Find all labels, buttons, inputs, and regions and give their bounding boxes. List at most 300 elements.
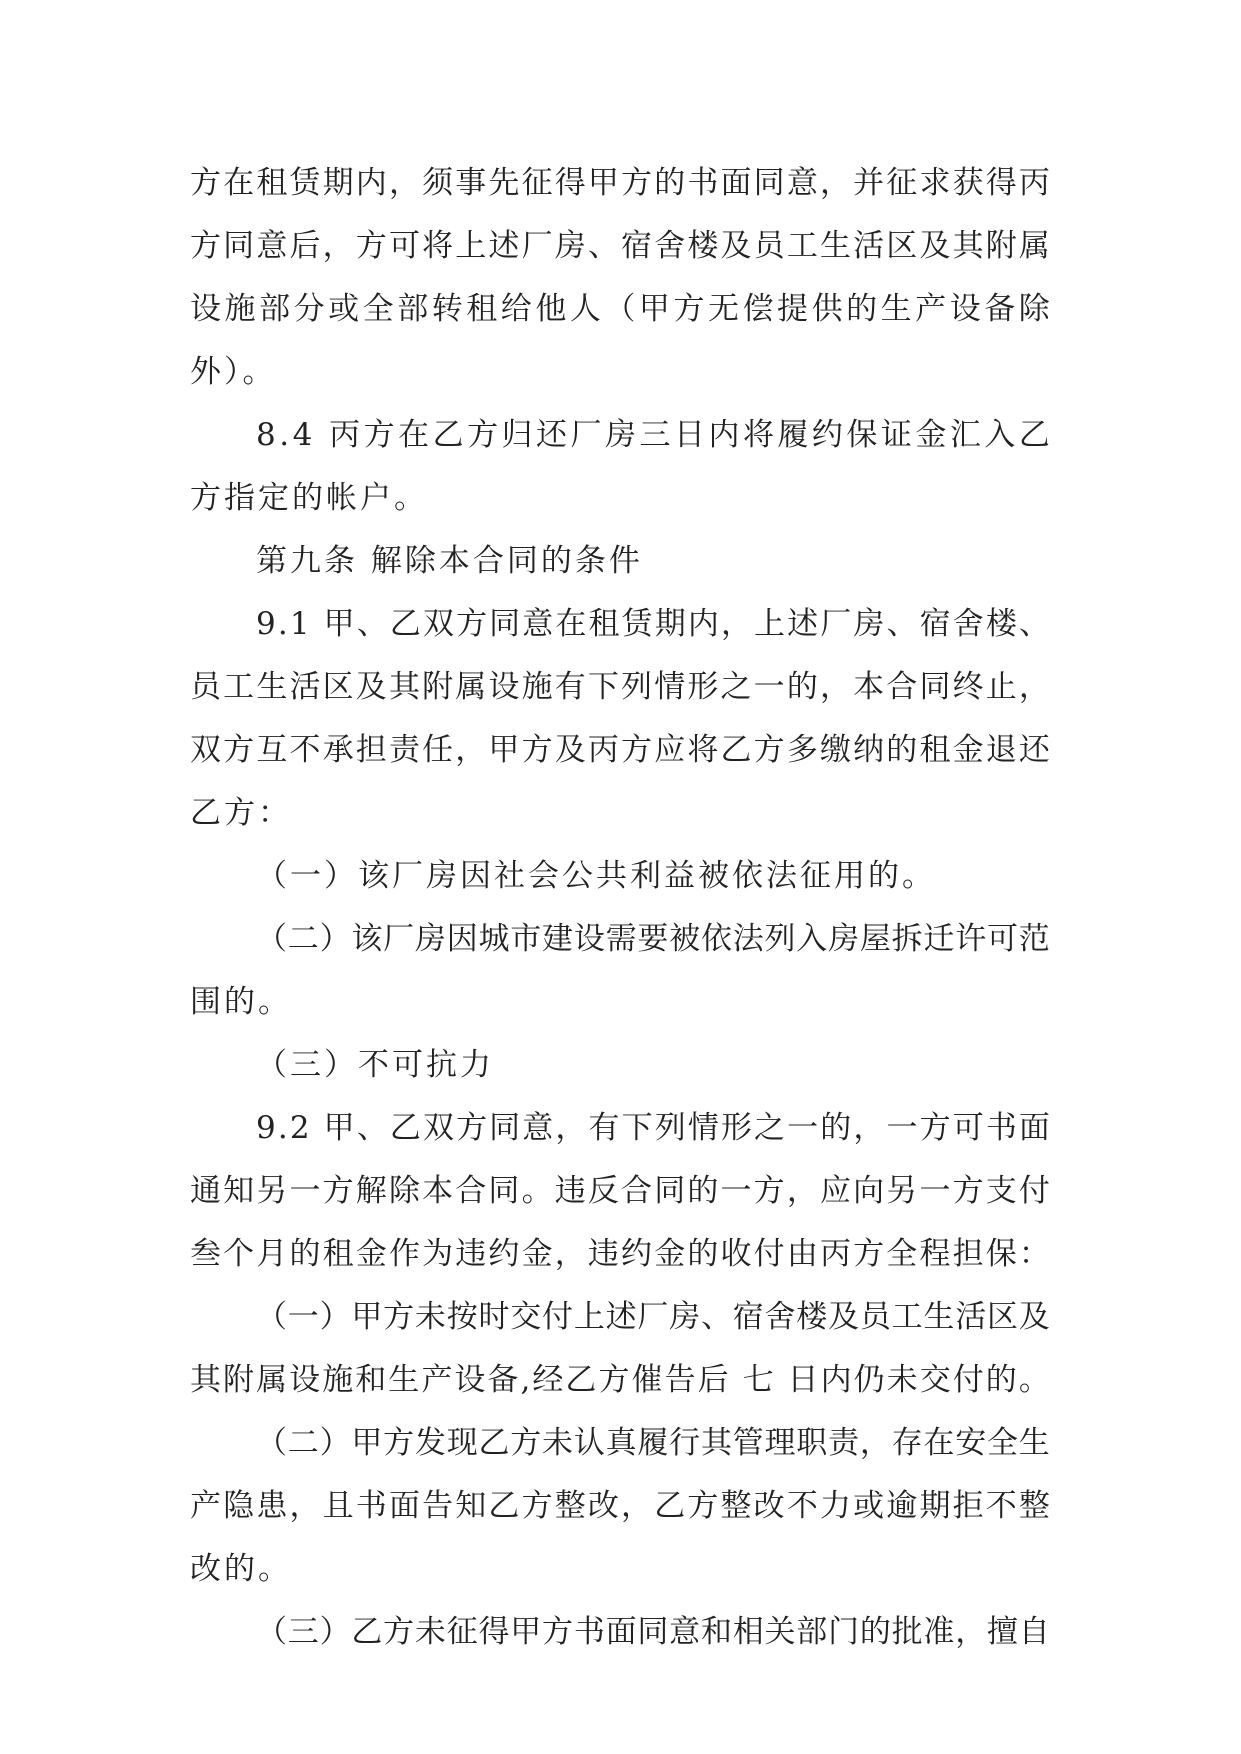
glyph: 行	[669, 1425, 701, 1461]
glyph: 他	[535, 291, 567, 327]
glyph: 改	[753, 1488, 785, 1524]
glyph: （	[256, 921, 287, 957]
glyph: 部	[397, 291, 429, 327]
glyph: 因	[446, 921, 478, 957]
glyph: 租	[322, 1236, 354, 1272]
glyph: 厂	[570, 417, 602, 453]
glyph: 书	[687, 165, 719, 201]
glyph: 责	[828, 1425, 860, 1461]
glyph: 述	[488, 228, 520, 264]
glyph: 有	[554, 669, 586, 705]
glyph: 方	[919, 1110, 951, 1146]
glyph: 书	[355, 1488, 387, 1524]
glyph: 乙	[720, 732, 752, 768]
glyph: 工	[223, 669, 255, 705]
glyph: 准	[923, 1614, 955, 1650]
glyph: 违	[554, 1173, 586, 1209]
glyph: 征	[886, 165, 918, 201]
glyph: 拆	[891, 921, 923, 957]
glyph: 法	[732, 921, 764, 957]
glyph: 同	[753, 165, 785, 201]
glyph: 程	[919, 1236, 951, 1272]
glyph: 的	[654, 165, 686, 201]
glyph: 其	[700, 1425, 732, 1461]
glyph: 甲	[323, 1110, 355, 1146]
glyph: 整	[720, 1488, 752, 1524]
glyph: 职	[796, 1425, 828, 1461]
glyph	[312, 593, 322, 656]
glyph: 施	[521, 669, 553, 705]
glyph: 不	[786, 1488, 818, 1524]
glyph: 属	[455, 669, 487, 705]
glyph: ，	[1018, 669, 1050, 705]
glyph: 叁	[190, 1236, 221, 1272]
glyph: 甲	[323, 606, 355, 642]
text-line: 改的。	[190, 1551, 292, 1587]
text-line	[190, 152, 1050, 215]
glyph: 事	[455, 165, 487, 201]
glyph: 方	[383, 1614, 415, 1650]
glyph: 本	[422, 1173, 454, 1209]
glyph: ，	[554, 1236, 586, 1272]
glyph: 约	[488, 1236, 520, 1272]
glyph: 转	[431, 291, 463, 327]
glyph: 乙	[478, 1425, 510, 1461]
glyph: 附	[422, 669, 454, 705]
glyph: 列	[654, 1110, 686, 1146]
glyph: 方	[621, 732, 653, 768]
glyph: 该	[351, 921, 383, 957]
glyph: 建	[542, 921, 574, 957]
glyph: 下	[621, 1110, 653, 1146]
glyph: ）	[319, 921, 351, 957]
glyph: 保	[985, 1236, 1017, 1272]
glyph: 甲	[587, 165, 619, 201]
glyph: 之	[754, 1110, 786, 1146]
glyph: 约	[811, 417, 843, 453]
glyph: 保	[846, 417, 878, 453]
contract-body	[190, 152, 1050, 1664]
glyph: 整	[554, 1488, 586, 1524]
glyph: 将	[422, 228, 454, 264]
glyph: 支	[985, 1173, 1017, 1209]
glyph: 时	[478, 1299, 510, 1335]
glyph: 述	[787, 606, 819, 642]
glyph: 楼	[985, 606, 1017, 642]
glyph: 方	[673, 291, 705, 327]
glyph: 认	[573, 1425, 605, 1461]
glyph: 改	[587, 1488, 619, 1524]
glyph: 乙	[389, 606, 421, 642]
glyph: 期	[919, 1488, 951, 1524]
glyph: 下	[587, 669, 619, 705]
glyph: 方	[853, 1236, 885, 1272]
glyph	[776, 1349, 786, 1412]
glyph: 真	[605, 1425, 637, 1461]
glyph: 缴	[819, 732, 851, 768]
glyph: 或	[853, 1488, 885, 1524]
glyph: 其	[388, 669, 420, 705]
glyph: 方	[190, 165, 221, 201]
glyph: 设	[488, 669, 520, 705]
glyph: 征	[446, 1614, 478, 1650]
glyph: ）	[319, 1614, 351, 1650]
glyph: 宿	[621, 228, 653, 264]
glyph: 承	[322, 732, 354, 768]
glyph: 后	[289, 228, 321, 264]
glyph: 的	[687, 1236, 719, 1272]
glyph: 面	[720, 165, 752, 201]
glyph: 得	[554, 165, 586, 201]
text-line: 方指定的帐户。	[190, 480, 428, 516]
text-line	[190, 1475, 1050, 1538]
glyph: 生	[880, 291, 912, 327]
glyph: 乙	[1018, 417, 1050, 453]
glyph: 厂	[820, 606, 852, 642]
glyph: 的	[289, 1236, 321, 1272]
glyph: 拒	[952, 1488, 984, 1524]
text-line	[190, 215, 1050, 278]
glyph: ，	[555, 1110, 587, 1146]
glyph: 列	[764, 921, 796, 957]
glyph: 人	[569, 291, 601, 327]
glyph: 生	[388, 1362, 420, 1398]
glyph: 、	[700, 1299, 732, 1335]
glyph: 全	[362, 291, 394, 327]
glyph: 日	[787, 1362, 819, 1398]
glyph: 9	[256, 1110, 276, 1146]
glyph: 在	[398, 417, 430, 453]
glyph: 全	[986, 1425, 1018, 1461]
glyph: 方	[542, 1614, 574, 1650]
glyph: 可	[986, 921, 1018, 957]
clause-9-1	[190, 593, 1050, 656]
glyph: 的	[846, 291, 878, 327]
glyph: 合	[886, 669, 918, 705]
glyph: 方	[952, 1173, 984, 1209]
glyph: 为	[422, 1236, 454, 1272]
glyph: ）	[319, 1425, 351, 1461]
text-line	[190, 656, 1050, 719]
glyph: 在	[223, 165, 255, 201]
glyph: 现	[446, 1425, 478, 1461]
glyph: 生	[923, 1299, 955, 1335]
list-item: （三）不可抗力	[256, 1047, 494, 1083]
glyph: 意	[522, 606, 554, 642]
text-line	[190, 1223, 1050, 1286]
glyph: 双	[190, 732, 221, 768]
glyph: 、	[1018, 606, 1050, 642]
glyph: 方	[753, 1173, 785, 1209]
glyph: 楼	[687, 228, 719, 264]
glyph: 止	[985, 669, 1017, 705]
glyph: 内	[708, 417, 740, 453]
glyph: 面	[605, 1614, 637, 1650]
glyph: 面	[388, 1488, 420, 1524]
glyph: 面	[1018, 1110, 1050, 1146]
glyph: 舍	[654, 228, 686, 264]
glyph: ，	[322, 228, 354, 264]
glyph: 纳	[853, 732, 885, 768]
glyph: 1	[289, 606, 310, 642]
glyph: 产	[915, 291, 947, 327]
glyph: ，	[289, 1488, 321, 1524]
glyph: 患	[256, 1488, 288, 1524]
glyph: 甲	[510, 1614, 542, 1650]
glyph	[731, 1349, 741, 1412]
glyph: 施	[224, 291, 256, 327]
glyph: ，	[720, 606, 752, 642]
glyph: 设	[289, 1362, 321, 1398]
text-line: 围的。	[190, 984, 292, 1020]
glyph: 属	[256, 1362, 288, 1398]
glyph: 、	[587, 228, 619, 264]
glyph: 活	[955, 1299, 987, 1335]
glyph: 征	[521, 165, 553, 201]
text-line	[190, 1349, 1050, 1412]
glyph: 区	[986, 1299, 1018, 1335]
glyph: 设	[949, 291, 981, 327]
glyph: .	[279, 417, 290, 453]
glyph: 2	[289, 1110, 310, 1146]
glyph: 其	[190, 1362, 221, 1398]
glyph: 一	[919, 1173, 951, 1209]
glyph: 形	[720, 1110, 752, 1146]
text-line: 外）。	[190, 354, 277, 390]
glyph: 付	[952, 1362, 984, 1398]
list-item	[190, 908, 1050, 971]
glyph: 设	[573, 921, 605, 957]
glyph: 活	[289, 669, 321, 705]
glyph: 赁	[621, 606, 653, 642]
glyph: 要	[637, 921, 669, 957]
glyph: 个	[223, 1236, 255, 1272]
glyph: 月	[256, 1236, 288, 1272]
glyph: 将	[687, 732, 719, 768]
glyph: 赁	[289, 165, 321, 201]
glyph: 求	[919, 165, 951, 201]
glyph: 迁	[923, 921, 955, 957]
glyph: 还	[536, 417, 568, 453]
glyph: 门	[828, 1614, 860, 1650]
glyph: 未	[414, 1614, 446, 1650]
glyph: 同	[489, 1110, 521, 1146]
glyph: 同	[654, 1173, 686, 1209]
glyph: 意	[256, 228, 288, 264]
glyph: 金	[355, 1236, 387, 1272]
glyph: 告	[664, 1362, 696, 1398]
glyph: 通	[190, 1173, 221, 1209]
glyph: 意	[786, 165, 818, 201]
text-line	[190, 278, 1050, 341]
glyph: 及	[355, 669, 387, 705]
glyph: 乙	[565, 1362, 597, 1398]
glyph: 另	[256, 1173, 288, 1209]
glyph: 市	[510, 921, 542, 957]
glyph: 内	[355, 165, 387, 201]
glyph: 区	[322, 669, 354, 705]
glyph: 及	[720, 228, 752, 264]
glyph: ，	[859, 1425, 891, 1461]
glyph: 丙	[1018, 165, 1050, 201]
glyph	[312, 1097, 322, 1160]
glyph: 产	[190, 1488, 221, 1524]
glyph: 房	[669, 1299, 701, 1335]
glyph: 方	[510, 1425, 542, 1461]
glyph: 生	[819, 228, 851, 264]
glyph: 的	[859, 1614, 891, 1650]
glyph: 甲	[638, 291, 670, 327]
glyph: 不	[289, 732, 321, 768]
glyph: 告	[422, 1488, 454, 1524]
glyph: 方	[456, 606, 488, 642]
glyph: 知	[455, 1488, 487, 1524]
glyph: 三	[639, 417, 671, 453]
glyph: 供	[811, 291, 843, 327]
glyph: 和	[355, 1362, 387, 1398]
glyph: 部	[796, 1614, 828, 1650]
glyph: 乙	[389, 1110, 421, 1146]
text-line	[190, 1160, 1050, 1223]
glyph: 偿	[742, 291, 774, 327]
glyph: 、	[356, 1110, 388, 1146]
glyph: .	[277, 606, 288, 642]
list-item	[190, 1412, 1050, 1475]
glyph: 上	[573, 1299, 605, 1335]
list-item	[190, 1601, 1050, 1664]
glyph: 理	[764, 1425, 796, 1461]
glyph: 区	[886, 228, 918, 264]
glyph: 生	[256, 669, 288, 705]
glyph: 员	[190, 669, 221, 705]
glyph: 相	[732, 1614, 764, 1650]
glyph: 解	[355, 1173, 387, 1209]
glyph: 期	[322, 165, 354, 201]
glyph: 甲	[351, 1425, 383, 1461]
glyph: 须	[422, 165, 454, 201]
glyph: 约	[621, 1236, 653, 1272]
glyph: 获	[952, 165, 984, 201]
glyph: 的	[886, 732, 918, 768]
glyph: 城	[478, 921, 510, 957]
glyph: 范	[1018, 921, 1050, 957]
glyph: 租	[466, 291, 498, 327]
glyph: 属	[1018, 228, 1050, 264]
glyph: 厂	[521, 228, 553, 264]
glyph: 的	[687, 1173, 719, 1209]
glyph: 及	[919, 228, 951, 264]
glyph: 形	[687, 669, 719, 705]
glyph: 方	[621, 165, 653, 201]
glyph: 需	[605, 921, 637, 957]
glyph: 、	[356, 606, 388, 642]
glyph: 方	[223, 732, 255, 768]
glyph: 在	[555, 606, 587, 642]
glyph: 一	[753, 669, 785, 705]
glyph: 入	[984, 417, 1016, 453]
glyph: 二	[287, 921, 319, 957]
glyph: 可	[952, 1110, 984, 1146]
glyph: 批	[891, 1614, 923, 1650]
glyph: 由	[786, 1236, 818, 1272]
glyph: 内	[820, 1362, 852, 1398]
glyph: 方	[363, 417, 395, 453]
glyph: 的	[820, 1110, 852, 1146]
glyph: 情	[654, 669, 686, 705]
glyph: 情	[687, 1110, 719, 1146]
glyph: 并	[853, 165, 885, 201]
glyph: ，	[853, 1110, 885, 1146]
glyph: 一	[886, 1110, 918, 1146]
glyph: 多	[786, 732, 818, 768]
glyph: 履	[637, 1425, 669, 1461]
glyph: 一	[289, 1173, 321, 1209]
glyph: 上	[455, 228, 487, 264]
glyph: 安	[955, 1425, 987, 1461]
glyph: ）	[319, 1299, 351, 1335]
glyph: 交	[919, 1362, 951, 1398]
glyph: 自	[1018, 1614, 1050, 1650]
glyph: 生	[1018, 1425, 1050, 1461]
glyph: 上	[754, 606, 786, 642]
glyph: 方	[190, 228, 221, 264]
glyph: 租	[919, 732, 951, 768]
glyph: 或	[328, 291, 360, 327]
glyph: 同	[489, 606, 521, 642]
text-line	[190, 719, 1050, 782]
glyph: 付	[753, 1236, 785, 1272]
glyph: 方	[383, 1425, 415, 1461]
glyph: 作	[388, 1236, 420, 1272]
glyph: 互	[256, 732, 288, 768]
glyph: 的	[985, 1362, 1017, 1398]
glyph: 房	[605, 417, 636, 453]
glyph: 一	[720, 1173, 752, 1209]
glyph: 书	[573, 1614, 605, 1650]
glyph: 未	[414, 1299, 446, 1335]
glyph: 及	[554, 732, 586, 768]
glyph: 方	[687, 1488, 719, 1524]
glyph: （	[256, 1614, 287, 1650]
glyph: 另	[886, 1173, 918, 1209]
glyph: 乙	[654, 1488, 686, 1524]
glyph: 员	[753, 228, 785, 264]
glyph: 乙	[351, 1614, 383, 1650]
glyph: 未	[542, 1425, 574, 1461]
glyph: 收	[720, 1236, 752, 1272]
glyph: 4	[292, 417, 313, 453]
glyph: 后	[697, 1362, 729, 1398]
glyph: ，	[819, 165, 851, 201]
glyph: 任	[422, 732, 454, 768]
clause-9-2	[190, 1097, 1050, 1160]
glyph: 设	[190, 291, 221, 327]
glyph: 楼	[796, 1299, 828, 1335]
glyph: 房	[414, 921, 446, 957]
glyph: 有	[588, 1110, 620, 1146]
glyph: 内	[687, 606, 719, 642]
article-9-heading: 第九条 解除本合同的条件	[256, 543, 643, 579]
glyph: 舍	[952, 606, 984, 642]
glyph: 存	[891, 1425, 923, 1461]
glyph: 房	[828, 921, 860, 957]
glyph: 工	[786, 228, 818, 264]
glyph: 之	[720, 669, 752, 705]
clause-8-4	[190, 404, 1050, 467]
glyph: 关	[764, 1614, 796, 1650]
glyph: 除	[1018, 291, 1050, 327]
glyph: 房	[554, 228, 586, 264]
